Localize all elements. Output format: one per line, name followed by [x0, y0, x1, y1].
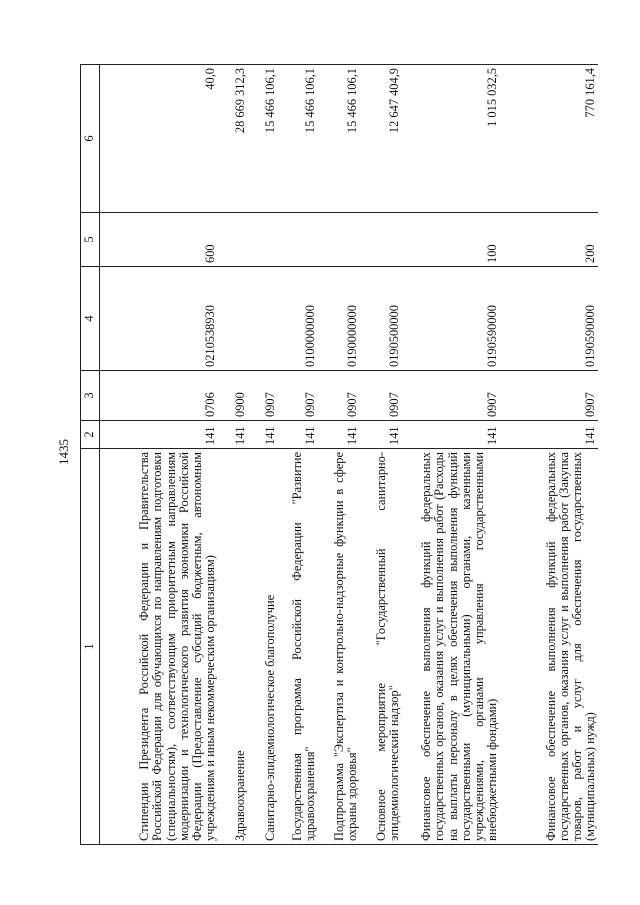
row-target-article: [248, 267, 278, 371]
page-number: 1435: [56, 439, 71, 465]
row-name: Финансовое обеспечение выполнения функций федеральных государственных органов, оказания услуг и выполнения работ (Закупка товаров, работ и услуг для обеспечения государственных (муниципальных) нужд): [500, 449, 598, 845]
row-section-code: 0907: [278, 371, 318, 421]
row-section-code: 0907: [248, 371, 278, 421]
row-section-code: 0907: [318, 371, 360, 421]
row-ministry-code: 141: [402, 421, 500, 449]
row-ministry-code: 141: [218, 421, 248, 449]
row-amount: 15 466 106,1: [318, 65, 360, 213]
row-ministry-code: 141: [360, 421, 402, 449]
row-section-code: 0900: [218, 371, 248, 421]
row-expense-type: 200: [500, 213, 598, 267]
row-expense-type: [278, 213, 318, 267]
row-ministry-code: 141: [100, 421, 218, 449]
row-expense-type: [218, 213, 248, 267]
row-section-code: 0907: [500, 371, 598, 421]
row-amount: 770 161,4: [500, 65, 598, 213]
table-row: [318, 65, 360, 845]
row-target-article: 0210538930: [100, 267, 218, 371]
row-expense-type: 100: [402, 213, 500, 267]
row-ministry-code: 141: [318, 421, 360, 449]
row-section-code: 0706: [100, 371, 218, 421]
row-amount: 12 647 404,9: [360, 65, 402, 213]
row-amount: 28 669 312,3: [218, 65, 248, 213]
row-amount: 40,0: [100, 65, 218, 213]
table-row: [248, 65, 278, 845]
row-name: Здравоохранение: [218, 449, 248, 845]
row-name: Подпрограмма "Экспертиза и контрольно-надзорные функции в сфере охраны здоровья": [318, 449, 360, 845]
row-section-code: 0907: [360, 371, 402, 421]
row-target-article: 0190500000: [360, 267, 402, 371]
row-ministry-code: 141: [278, 421, 318, 449]
table-container: [80, 65, 598, 845]
table-row: [360, 65, 402, 845]
row-ministry-code: 141: [248, 421, 278, 449]
row-name: Основное мероприятие "Государственный санитарно-эпидемиологический надзор": [360, 449, 402, 845]
row-name: Стипендии Президента Российской Федерации и Правительства Российской Федерации для обучающихся по направлениям подготовки (специальностям), соответствующим приоритетным направлениям модернизации и технологического развития экономики Российской Федерации (Предоставление субсидий бюджетным, автономным учреждениям и иным некоммерческим организациям): [100, 449, 218, 845]
row-expense-type: [360, 213, 402, 267]
column-header-6: 6: [81, 65, 100, 213]
row-amount: 15 466 106,1: [248, 65, 278, 213]
table-row: [100, 65, 218, 845]
row-name: Государственная программа Российской Федерации "Развитие здравоохранения": [278, 449, 318, 845]
row-section-code: 0907: [402, 371, 500, 421]
row-ministry-code: 141: [500, 421, 598, 449]
column-header-4: 4: [81, 267, 100, 371]
column-header-5: 5: [81, 213, 100, 267]
table-row: [218, 65, 248, 845]
row-target-article: 0190000000: [318, 267, 360, 371]
row-target-article: [218, 267, 248, 371]
budget-table: [80, 64, 598, 845]
row-target-article: 0100000000: [278, 267, 318, 371]
column-header-2: 2: [81, 421, 100, 449]
row-amount: 15 466 106,1: [278, 65, 318, 213]
table-row: [278, 65, 318, 845]
table-row: [402, 65, 500, 845]
row-expense-type: [248, 213, 278, 267]
row-expense-type: [318, 213, 360, 267]
row-target-article: 0190590000: [500, 267, 598, 371]
table-header-row: [81, 65, 100, 845]
row-amount: 1 015 032,5: [402, 65, 500, 213]
row-name: Санитарно-эпидемиологическое благополучие: [248, 449, 278, 845]
row-target-article: 0190590000: [402, 267, 500, 371]
table-row: [500, 65, 598, 845]
row-name: Финансовое обеспечение выполнения функций федеральных государственных органов, оказания услуг и выполнения работ (Расходы на выплаты персоналу в целях обеспечения выполнения функций государственными (муниципальными) органами, казенными учреждениями, органами управления государственными внебюджетными фондами): [402, 449, 500, 845]
column-header-1: 1: [81, 449, 100, 845]
row-expense-type: 600: [100, 213, 218, 267]
column-header-3: 3: [81, 371, 100, 421]
